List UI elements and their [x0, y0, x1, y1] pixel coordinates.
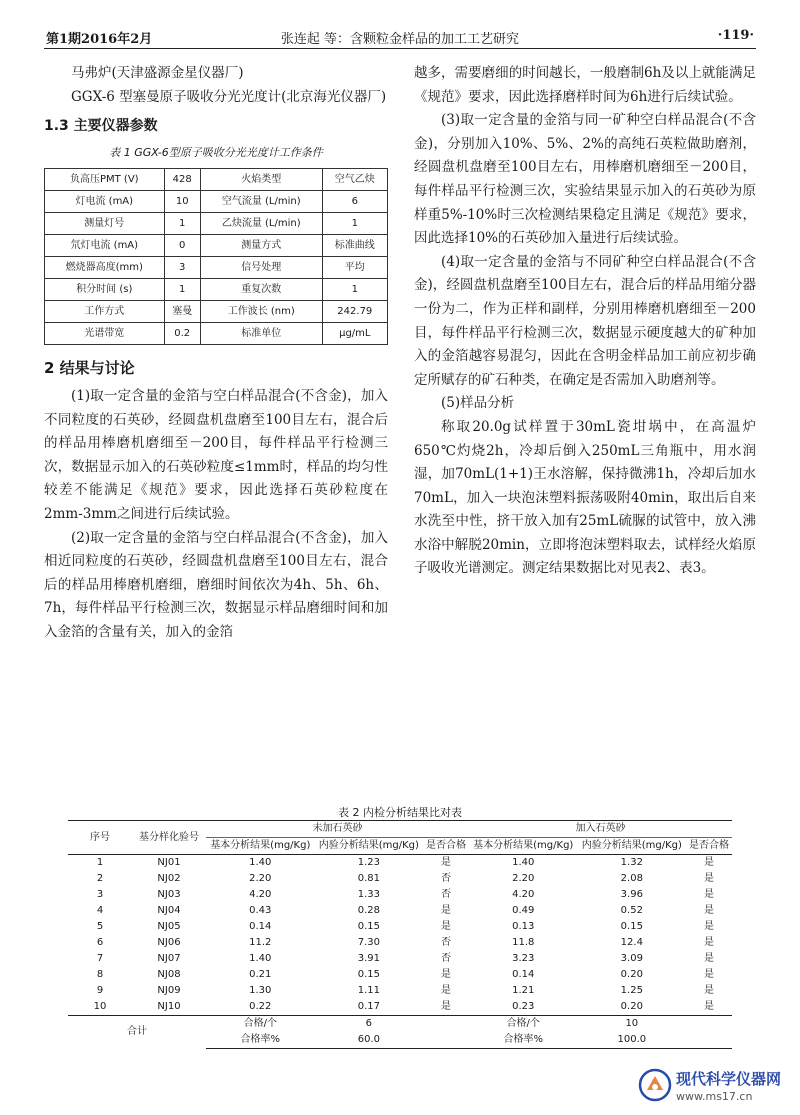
table2-cell: 0.17 [357, 1001, 380, 1012]
watermark-name: 现代科学仪器网 [676, 1070, 782, 1088]
table2-sub-inner-b: 内验分析结果(mg/Kg) [578, 838, 687, 855]
table2-cell: 0.20 [620, 1001, 643, 1012]
table2-cell: 是 [704, 937, 715, 948]
table2-cell: 1.32 [620, 857, 643, 868]
table2-cell: 0.15 [620, 921, 643, 932]
table2-pass-rate-label-b: 合格率% [469, 1032, 578, 1049]
table2-cell: 1.40 [249, 953, 272, 964]
left-column [44, 62, 388, 645]
table2-pass-rate-label-a: 合格率% [206, 1032, 315, 1049]
paragraph-2: (2)取一定含量的金箔与空白样品混合(不含金)，加入相近同粒度的石英砂，经圆盘机盘磨至100目左右，混合后的样品用棒磨机磨细，磨细时间依次为4h、5h、6h、7h，每件样品平行检测三次，数据显示样品磨细时间和加入金箔的含量有关，加入的金箔 [44, 529, 388, 640]
table2-cell: 0.22 [249, 1001, 272, 1012]
table1-cell: 标准单位 [200, 323, 322, 345]
paragraph-5: 称取20.0g试样置于30mL瓷坩埚中，在高温炉650℃灼烧2h，冷却后倒入250mL三角瓶中，用水润湿，加70mL(1+1)王水溶解，保持微沸1h，冷却后加水70mL，加入一块泡沫塑料振荡吸附40min，取出后自来水洗至中性，挤干放入加有25mL硫脲的试管中，放入沸水浴中解脱20min，立即将泡沫塑料取去，试样经火焰原子吸收光谱测定。测定结果数据比对见表2、表3。 [414, 418, 756, 577]
table2-cell: 0.28 [357, 905, 380, 916]
table2-sub-basic-a: 基本分析结果(mg/Kg) [206, 838, 315, 855]
table2-cell: 1.30 [249, 985, 272, 996]
table1-cell: 光谱带宽 [45, 323, 165, 345]
table2-row [68, 983, 732, 999]
table2-pass-count-b: 10 [578, 1016, 687, 1033]
table2-cell: 2.20 [512, 873, 535, 884]
section-heading-1-3: 1.3 主要仪器参数 [44, 118, 158, 135]
table2-cell: 1.23 [357, 857, 380, 868]
table1-cell: 10 [164, 191, 200, 213]
table2-cell: 7 [96, 953, 104, 964]
table2-row [68, 887, 732, 903]
table1-cell: 测量灯号 [45, 213, 165, 235]
table2-cell: 是 [441, 1001, 452, 1012]
table1-cell: 氘灯电流 (mA) [45, 235, 165, 257]
table2-cell: 11.2 [249, 937, 272, 948]
table2-cell: 是 [441, 921, 452, 932]
table2-cell: NJ09 [157, 985, 181, 996]
table1-cell: 空气流量 (L/min) [200, 191, 322, 213]
table2-row [68, 967, 732, 983]
table1-cell: 6 [322, 191, 387, 213]
watermark-url: www.ms17.cn [676, 1090, 753, 1103]
table2-cell: 4 [96, 905, 104, 916]
watermark-logo-icon [638, 1068, 672, 1102]
table2-cell: NJ10 [157, 1001, 181, 1012]
table2-cell: 0.21 [249, 969, 272, 980]
table2-cell: 1.21 [512, 985, 535, 996]
table2-cell: 是 [704, 921, 715, 932]
table2-caption: 表 2 内检分析结果比对表 [338, 806, 462, 819]
table2-cell: 3.23 [512, 953, 535, 964]
table1-cell: 1 [164, 279, 200, 301]
table2-cell: 1.25 [620, 985, 643, 996]
table2-cell: 0.15 [357, 921, 380, 932]
table2-cell: NJ02 [157, 873, 181, 884]
table1-cell: 工作方式 [45, 301, 165, 323]
table2-row [68, 855, 732, 872]
table2-cell: 0.13 [512, 921, 535, 932]
table2-cell: 是 [704, 985, 715, 996]
table2-cell: 0.52 [620, 905, 643, 916]
table1-row [45, 169, 388, 191]
table2-total-label: 合计 [68, 1016, 206, 1049]
table2-cell: NJ03 [157, 889, 181, 900]
table2-cell: 3 [96, 889, 104, 900]
table2-cell: 是 [441, 985, 452, 996]
table2-cell: 6 [96, 937, 104, 948]
equipment-muffle-furnace: 马弗炉(天津盛源金星仪器厂) [71, 65, 244, 81]
table1-cell: 负高压PMT (V) [45, 169, 165, 191]
table1-cell: 1 [322, 279, 387, 301]
table2-cell: 0.15 [357, 969, 380, 980]
table2-group-with-quartz: 加入石英砂 [469, 821, 732, 838]
table2-head-id: 基分样化验号 [132, 821, 206, 855]
table1-cell: 3 [164, 257, 200, 279]
table1-row [45, 279, 388, 301]
table2-sub-basic-b: 基本分析结果(mg/Kg) [469, 838, 578, 855]
table1-cell: 火焰类型 [200, 169, 322, 191]
table2-cell: 3.91 [357, 953, 380, 964]
table1-cell: 1 [164, 213, 200, 235]
table2-cell: 10 [93, 1001, 107, 1012]
table1-cell: 塞曼 [164, 301, 200, 323]
table1-cell: 428 [164, 169, 200, 191]
table2-cell: 3.96 [620, 889, 643, 900]
issue-info: 第1期2016年2月 [46, 32, 153, 47]
paragraph-2-continued: 越多，需要磨细的时间越长，一般磨制6h及以上就能满足《规范》要求，因此选择磨样时间为6h进行后续试验。 [414, 65, 756, 105]
table2-pass-count-label-a: 合格/个 [206, 1016, 315, 1033]
table1-cell: 0.2 [164, 323, 200, 345]
table2-row [68, 903, 732, 919]
table1-row [45, 235, 388, 257]
table2-cell: 2.08 [620, 873, 643, 884]
table1-cell: 燃烧器高度(mm) [45, 257, 165, 279]
table1-cell: 信号处理 [200, 257, 322, 279]
table2-cell: NJ06 [157, 937, 181, 948]
table2-cell: 11.8 [512, 937, 535, 948]
table1-row [45, 213, 388, 235]
table1-row [45, 301, 388, 323]
table2-cell: 5 [96, 921, 104, 932]
table2-cell: 0.49 [512, 905, 535, 916]
equipment-spectrometer: GGX-6 型塞曼原子吸收分光光度计(北京海光仪器厂) [71, 88, 387, 105]
running-title: 张连起 等：含颗粒金样品的加工工艺研究 [280, 32, 520, 47]
table2-cell: 0.81 [357, 873, 380, 884]
table2-cell: 0.14 [249, 921, 272, 932]
table2-cell: NJ07 [157, 953, 181, 964]
table1-row [45, 191, 388, 213]
table2-cell: NJ04 [157, 905, 181, 916]
table2-cell: 是 [441, 969, 452, 980]
table2-cell: 是 [704, 905, 715, 916]
table2-cell: 否 [441, 953, 452, 964]
table1-cell: 标准曲线 [322, 235, 387, 257]
table2-cell: 否 [441, 937, 452, 948]
table2-cell: NJ08 [157, 969, 181, 980]
table2-sub-inner-a: 内验分析结果(mg/Kg) [315, 838, 424, 855]
table2-cell: 是 [704, 1001, 715, 1012]
table1-cell: 测量方式 [200, 235, 322, 257]
table2-pass-count-a: 6 [315, 1016, 424, 1033]
table2-cell: 4.20 [249, 889, 272, 900]
table2-cell: 1.33 [357, 889, 380, 900]
table2-comparison [68, 820, 732, 1049]
table1-cell: 平均 [322, 257, 387, 279]
right-column [414, 62, 756, 581]
subsection-sample-analysis: (5)样品分析 [441, 395, 515, 412]
table1-instrument-conditions [44, 168, 388, 345]
table2-cell: 0.43 [249, 905, 272, 916]
table1-row [45, 257, 388, 279]
table1-cell: 重复次数 [200, 279, 322, 301]
table1-cell: 乙炔流量 (L/min) [200, 213, 322, 235]
table2-cell: 是 [704, 969, 715, 980]
table1-cell: 0 [164, 235, 200, 257]
table2-pass-count-label-b: 合格/个 [469, 1016, 578, 1033]
table2-cell: 0.23 [512, 1001, 535, 1012]
table2-head-no: 序号 [68, 821, 132, 855]
table2-pass-rate-b: 100.0 [578, 1032, 687, 1049]
table2-group-without-quartz: 未加石英砂 [206, 821, 469, 838]
table1-cell: 242.79 [322, 301, 387, 323]
table2-cell: 否 [441, 889, 452, 900]
table2-cell: 是 [704, 889, 715, 900]
table2-cell: 1.40 [512, 857, 535, 868]
table1-cell: 1 [322, 213, 387, 235]
table2-cell: NJ05 [157, 921, 181, 932]
table2-cell: 1.40 [249, 857, 272, 868]
table2-cell: 0.20 [620, 969, 643, 980]
table2-sub-pass-b: 是否合格 [686, 838, 732, 855]
table2-row [68, 951, 732, 967]
paragraph-3: (3)取一定含量的金箔与同一矿种空白样品混合(不含金)，分别加入10%、5%、2%的高纯石英粒做助磨剂，经圆盘机盘磨至100目左右，用棒磨机磨细至－200目，每件样品平行检测三次，实验结果显示加入的石英砂为原样重5%-10%时三次检测结果稳定且满足《规范》要求，因此选择10%的石英砂加入量进行后续试验。 [414, 112, 756, 247]
table1-caption: 表 1 GGX-6型原子吸收分光光度计工作条件 [109, 145, 323, 159]
table2-row [68, 919, 732, 935]
table2-row [68, 871, 732, 887]
table2-pass-rate-a: 60.0 [315, 1032, 424, 1049]
table2-cell: 是 [441, 905, 452, 916]
table1-cell: 工作波长 (nm) [200, 301, 322, 323]
table2-cell: 是 [441, 857, 452, 868]
table2-cell: 是 [704, 953, 715, 964]
paragraph-4: (4)取一定含量的金箔与不同矿种空白样品混合(不含金)，经圆盘机盘磨至100目左右，混合后的样品用缩分器一份为二，作为正样和副样，分别用棒磨机磨细至－200目，每件样品平行检测三次，数据显示硬度越大的矿种加入的金箔越容易混匀，因此在含明金样品加工前应初步确定所赋存的矿石种类，在确定是否需加入助磨剂等。 [414, 253, 756, 388]
table2-row [68, 999, 732, 1016]
table1-cell: 灯电流 (mA) [45, 191, 165, 213]
table2-cell: 3.09 [620, 953, 643, 964]
table1-cell: 空气乙炔 [322, 169, 387, 191]
table2-cell: 2 [96, 873, 104, 884]
table2-cell: 是 [704, 857, 715, 868]
table2-cell: 1.11 [357, 985, 380, 996]
table2-cell: 是 [704, 873, 715, 884]
table2-cell: NJ01 [157, 857, 181, 868]
page-number: ·119· [717, 28, 754, 43]
table2-cell: 12.4 [620, 937, 643, 948]
section-heading-2: 2 结果与讨论 [44, 359, 135, 378]
table2-cell: 2.20 [249, 873, 272, 884]
table2-cell: 1 [96, 857, 104, 868]
table2-cell: 4.20 [512, 889, 535, 900]
table1-cell: 积分时间 (s) [45, 279, 165, 301]
table2-cell: 7.30 [357, 937, 380, 948]
table2-cell: 9 [96, 985, 104, 996]
table2-cell: 0.14 [512, 969, 535, 980]
watermark [638, 1066, 788, 1108]
table2-cell: 否 [441, 873, 452, 884]
table1-row [45, 323, 388, 345]
paragraph-1: (1)取一定含量的金箔与空白样品混合(不含金)，加入不同粒度的石英砂，经圆盘机盘磨至100目左右，混合后的样品用棒磨机磨细至－200目，每件样品平行检测三次，数据显示加入的石英砂粒度≤1mm时，样品的均匀性较差不能满足《规范》要求，因此选择石英砂粒度在2mm-3mm之间进行后续试验。 [44, 387, 388, 522]
table2-cell: 8 [96, 969, 104, 980]
table2-sub-pass-a: 是否合格 [423, 838, 469, 855]
page-header [44, 24, 756, 49]
table1-cell: μg/mL [322, 323, 387, 345]
table2-row [68, 935, 732, 951]
